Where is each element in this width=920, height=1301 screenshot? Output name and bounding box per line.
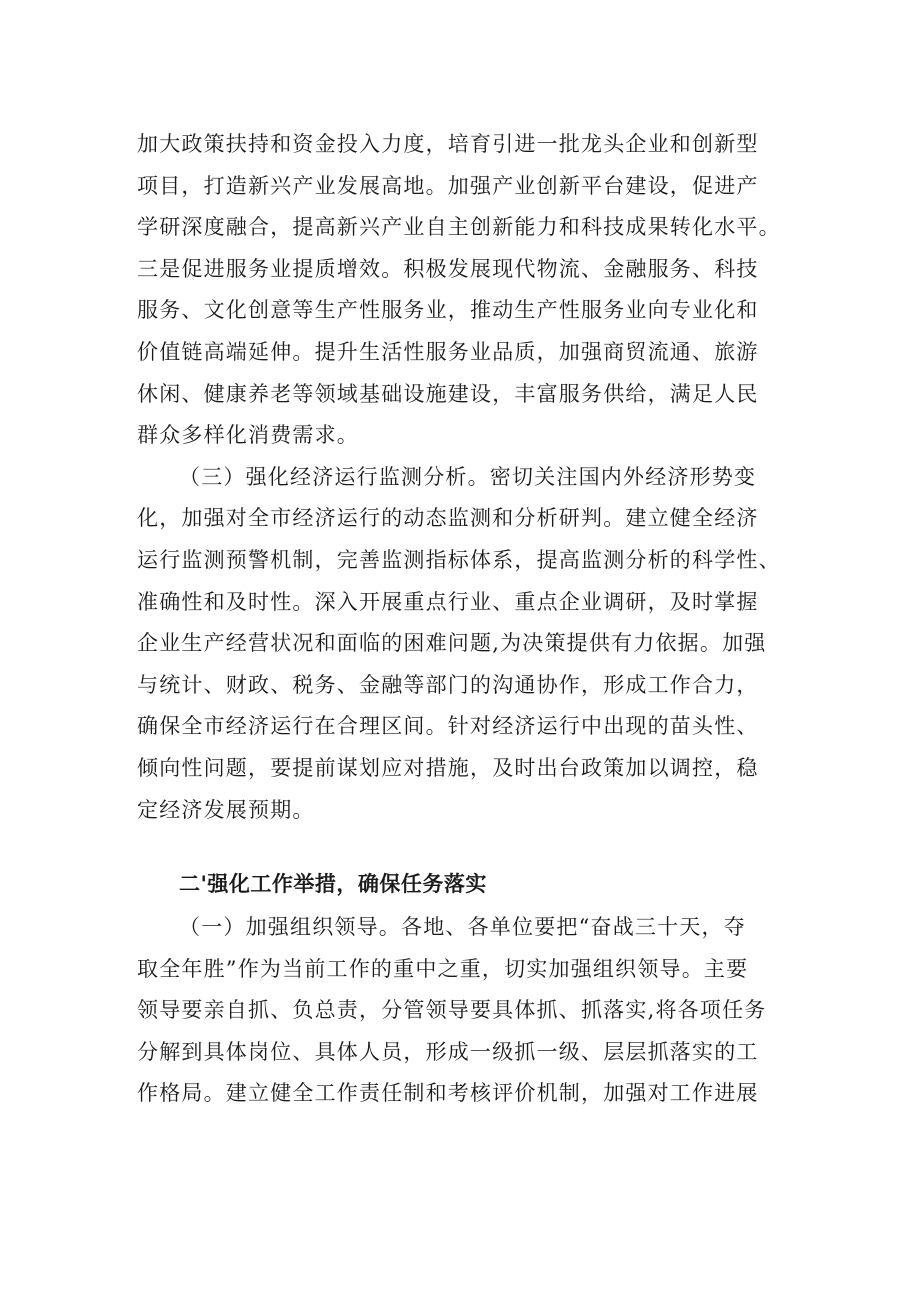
text-line: 确保全市经济运行在合理区间。针对经济运行中出现的苗头性、	[137, 714, 759, 739]
text-line: 作格局。建立健全工作责任制和考核评价机制，加强对工作进展	[137, 1081, 759, 1106]
text-line: 化，加强对全市经济运行的动态监测和分析研判。建立健全经济	[137, 506, 759, 531]
text-line: 运行监测预警机制，完善监测指标体系，提高监测分析的科学性、	[137, 547, 781, 572]
body-text-block	[137, 124, 797, 831]
text-line: 准确性和及时性。深入开展重点行业、重点企业调研，及时掌握	[137, 589, 759, 614]
body-text-block-2	[137, 907, 797, 1115]
text-line: 项目，打造新兴产业发展高地。加强产业创新平台建设，促进产	[137, 173, 759, 198]
text-line: 学研深度融合，提高新兴产业自主创新能力和科技成果转化水平。	[137, 215, 781, 240]
paragraph-start-line: （三）强化经济运行监测分析。密切关注国内外经济形势变	[179, 464, 757, 489]
text-line: 倾向性问题，要提前谋划应对措施，及时出台政策加以调控，稳	[137, 755, 759, 780]
text-line: 与统计、财政、税务、金融等部门的沟通协作，形成工作合力，	[137, 672, 759, 697]
section-heading: 二'强化工作举措，确保任务落实	[179, 872, 487, 896]
text-line: 价值链高端延伸。提升生活性服务业品质，加强商贸流通、旅游	[137, 339, 759, 364]
paragraph-start-line: （一）加强组织领导。各地、各单位要把“奋战三十天，夺	[179, 915, 746, 939]
text-line: 加大政策扶持和资金投入力度，培育引进一批龙头企业和创新型	[137, 132, 759, 156]
text-line: 群众多样化消费需求。	[137, 423, 359, 448]
text-line: 分解到具体岗位、具体人员，形成一级抓一级、层层抓落实的工	[137, 1039, 759, 1064]
text-line: 定经济发展预期。	[137, 797, 315, 822]
text-line: 三是促进服务业提质增效。积极发展现代物流、金融服务、科技	[137, 256, 759, 281]
text-line: 休闲、健康养老等领域基础设施建设，丰富服务供给，满足人民	[137, 381, 759, 406]
text-line: 取全年胜”作为当前工作的重中之重，切实加强组织领导。主要	[137, 956, 749, 981]
text-line: 服务、文化创意等生产性服务业，推动生产性服务业向专业化和	[137, 298, 759, 323]
text-line: 企业生产经营状况和面临的困难问题,为决策提供有力依据。加强	[137, 631, 767, 656]
text-line: 领导要亲自抓、负总责，分管领导要具体抓、抓落实,将各项任务	[137, 998, 767, 1023]
